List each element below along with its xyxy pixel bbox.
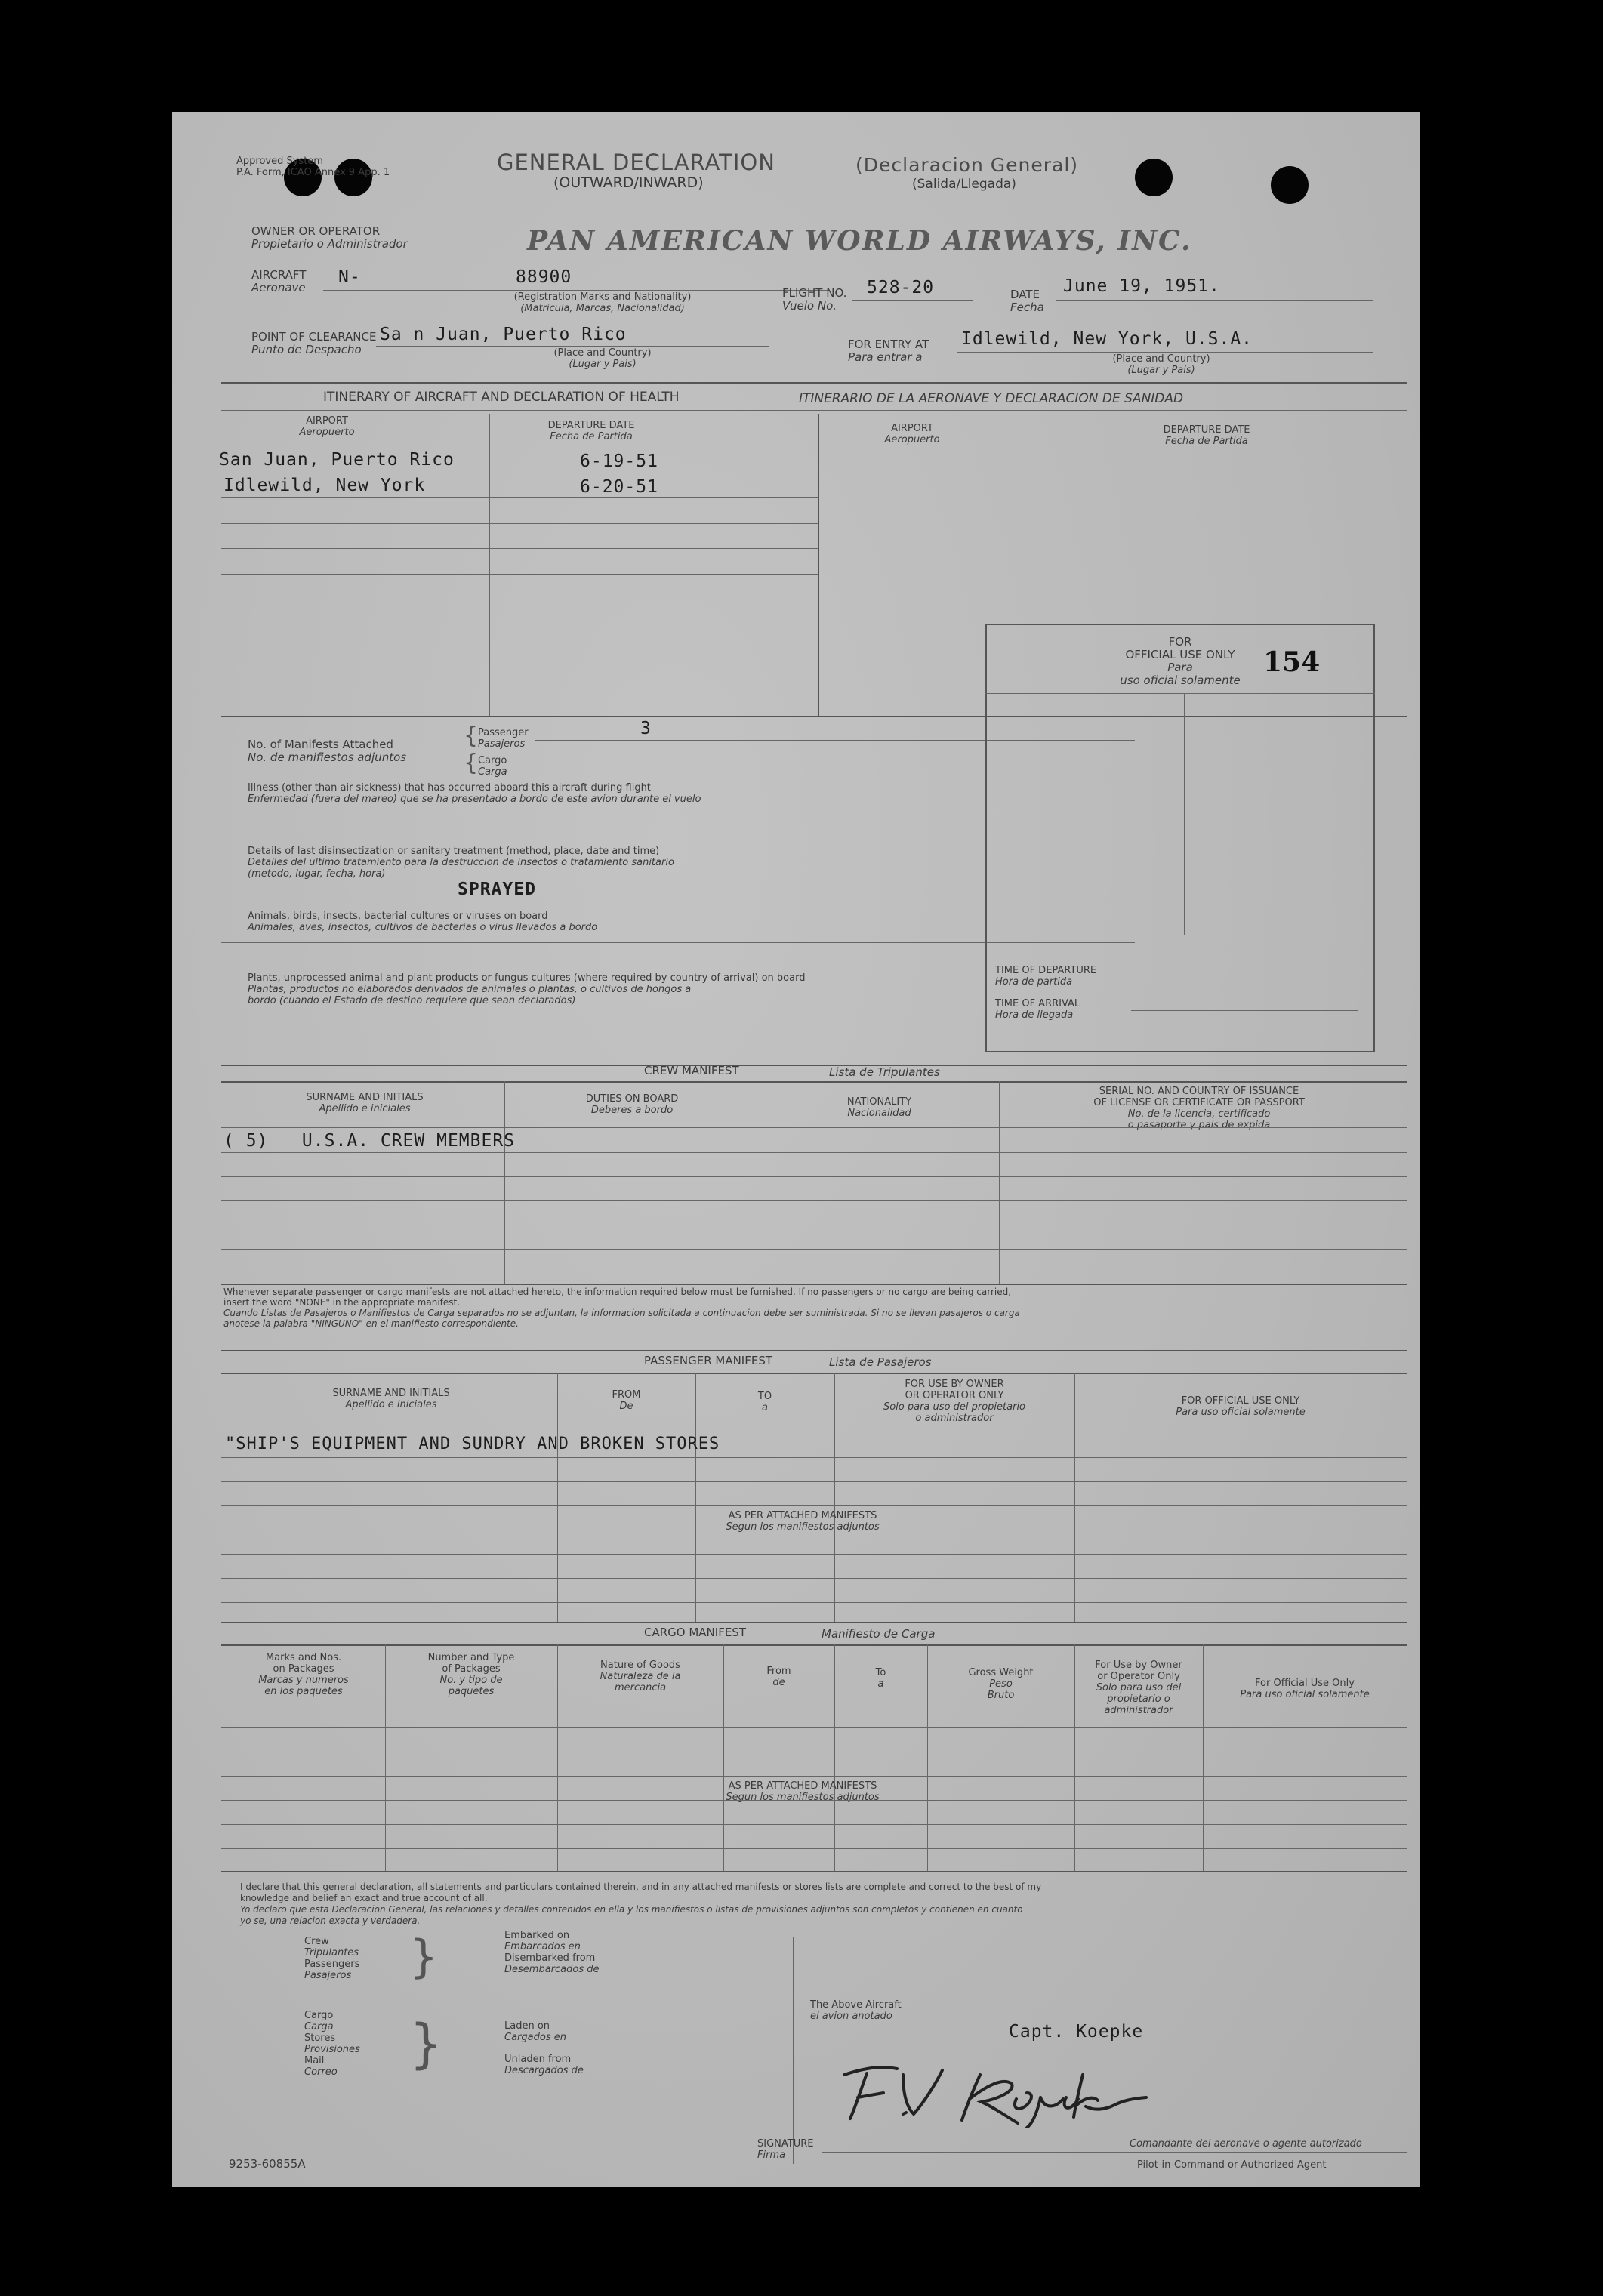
cargo-col-owner-es1: Solo para uso del xyxy=(1096,1682,1182,1693)
cargo-col-to-es: a xyxy=(877,1678,884,1690)
aircraft-label xyxy=(251,269,306,294)
passenger-label xyxy=(478,727,529,750)
clearance-hint-en: (Place and Country) xyxy=(553,347,652,359)
bottom-unladen: Unladen from xyxy=(504,2054,572,2065)
itinerary-title: ITINERARY OF AIRCRAFT AND DECLARATION OF HEALTH xyxy=(323,390,680,405)
disinsect-label-line2: Detalles del ultimo tratamiento para la destruccion de insectos o tratamiento sanitario xyxy=(248,857,674,868)
passenger-col-official-es: Para uso oficial solamente xyxy=(1176,1407,1306,1418)
crew-col-serial-line1: SERIAL NO. AND COUNTRY OF ISSUANCE xyxy=(1099,1086,1299,1097)
crew-col-serial-es2: o pasaporte y pais de expida xyxy=(1127,1120,1271,1131)
crew-col-surname-es: Apellido e iniciales xyxy=(319,1103,411,1114)
cargo-col-owner-line2: or Operator Only xyxy=(1097,1671,1180,1682)
itinerary-col-departure-label: DEPARTURE DATE xyxy=(1163,424,1250,436)
time-arrival-label xyxy=(995,998,1080,1021)
entry-hint-en: (Place and Country) xyxy=(1112,353,1210,365)
clearance-label xyxy=(251,331,376,356)
time-departure-label xyxy=(995,965,1096,988)
date-label-en: DATE xyxy=(1010,288,1040,301)
bottom-crew: Crew xyxy=(304,1936,329,1947)
passenger-label-es: Pasajeros xyxy=(478,738,526,750)
disinsect-label xyxy=(248,846,674,880)
illness-label-en: Illness (other than air sickness) that has occurred aboard this aircraft during flight xyxy=(248,782,651,794)
time-arrival-en: TIME OF ARRIVAL xyxy=(995,998,1080,1009)
cargo-col-to-en: To xyxy=(875,1667,886,1678)
bottom-mail-es: Correo xyxy=(304,2066,338,2078)
form-subtitle-es: (Salida/Llegada) xyxy=(912,177,1016,192)
cargo-col-number xyxy=(385,1652,557,1697)
passenger-col-surname xyxy=(225,1388,557,1410)
bottom-mail: Mail xyxy=(304,2055,325,2066)
cargo-col-nature-es2: mercancia xyxy=(614,1682,667,1693)
form-title: GENERAL DECLARATION xyxy=(497,149,775,175)
cargo-col-from xyxy=(723,1666,834,1688)
time-arrival-es: Hora de llegada xyxy=(995,1009,1074,1021)
passenger-as-per-es: Segun los manifiestos adjuntos xyxy=(726,1521,880,1533)
passenger-title: PASSENGER MANIFEST xyxy=(644,1354,773,1367)
cargo-stores-labels xyxy=(304,2010,360,2078)
crew-col-nationality-es: Nacionalidad xyxy=(847,1108,911,1119)
date-label-es: Fecha xyxy=(1010,300,1044,314)
crew-col-serial-es1: No. de la licencia, certificado xyxy=(1127,1108,1271,1120)
official-label-es2: uso oficial solamente xyxy=(1120,673,1241,687)
official-use-box xyxy=(985,624,1375,1052)
passenger-col-surname-es: Apellido e iniciales xyxy=(345,1399,437,1410)
itinerary-row-2-date: 6-20-51 xyxy=(580,477,658,497)
passenger-col-from-es: De xyxy=(619,1401,633,1412)
flight-label-es: Vuelo No. xyxy=(782,299,837,313)
crew-entry: ( 5) U.S.A. CREW MEMBERS xyxy=(223,1131,516,1151)
crew-col-surname xyxy=(225,1092,504,1114)
bottom-embarked-es: Embarcados en xyxy=(504,1941,581,1952)
cargo-col-from-es: de xyxy=(772,1677,785,1688)
entry-label-en: FOR ENTRY AT xyxy=(848,337,929,351)
plants-label xyxy=(248,972,805,1006)
aircraft-label-es: Aeronave xyxy=(251,281,306,294)
cargo-col-owner-line1: For Use by Owner xyxy=(1095,1660,1182,1671)
punch-hole xyxy=(1135,159,1173,196)
cargo-col-official xyxy=(1203,1678,1407,1700)
entry-hint-es: (Lugar y Pais) xyxy=(1127,365,1195,376)
commander-es: Comandante del aeronave o agente autorizado xyxy=(1130,2138,1362,2150)
form-subtitle: (OUTWARD/INWARD) xyxy=(553,174,704,191)
cargo-col-weight-es2: Bruto xyxy=(987,1690,1015,1701)
cargo-col-nature xyxy=(557,1660,723,1693)
cargo-label-en: Cargo xyxy=(478,755,507,766)
disinsect-value: SPRAYED xyxy=(458,880,536,899)
owner-value: PAN AMERICAN WORLD AIRWAYS, INC. xyxy=(527,225,1192,257)
cargo-col-weight xyxy=(927,1667,1074,1701)
captain-signature xyxy=(814,2045,1161,2128)
official-stamp: 154 xyxy=(1263,646,1321,678)
time-departure-en: TIME OF DEPARTURE xyxy=(995,965,1097,976)
declaration-line2: knowledge and belief an exact and true account of all. xyxy=(240,1893,488,1903)
cargo-label xyxy=(478,755,507,778)
crew-col-duties-en: DUTIES ON BOARD xyxy=(585,1093,679,1105)
flight-value: 528-20 xyxy=(867,278,935,297)
signature-label-es: Firma xyxy=(757,2150,786,2161)
entry-value: Idlewild, New York, U.S.A. xyxy=(961,329,1253,349)
itinerary-col-departure-2 xyxy=(1093,424,1320,447)
punch-hole xyxy=(1276,169,1306,199)
notice-line1: Whenever separate passenger or cargo manifests are not attached hereto, the information required below must be furnished. If no passengers or no cargo are being carried, xyxy=(223,1287,1012,1297)
itinerary-col-airport-2 xyxy=(837,423,988,445)
approved-system xyxy=(236,156,390,178)
crew-col-nationality xyxy=(760,1096,999,1119)
disinsect-label-line1: Details of last disinsectization or sanitary treatment (method, place, date and time) xyxy=(248,846,660,857)
date-label xyxy=(1010,288,1044,314)
cargo-col-from-en: From xyxy=(766,1666,791,1677)
animals-label xyxy=(248,911,597,933)
passenger-col-to-es: a xyxy=(762,1402,768,1413)
disinsect-label-line3: (metodo, lugar, fecha, hora) xyxy=(248,868,386,880)
entry-hint xyxy=(1093,353,1229,376)
crew-title-es: Lista de Tripulantes xyxy=(829,1065,940,1079)
cargo-as-per-en: AS PER ATTACHED MANIFESTS xyxy=(728,1780,877,1792)
cargo-col-number-line2: of Packages xyxy=(442,1663,501,1675)
passenger-col-from xyxy=(557,1389,695,1412)
cargo-col-official-es: Para uso oficial solamente xyxy=(1240,1689,1370,1700)
illness-label xyxy=(248,782,701,805)
passenger-col-official-en: FOR OFFICIAL USE ONLY xyxy=(1181,1395,1300,1407)
clearance-hint xyxy=(535,347,670,370)
manifests-label-en: No. of Manifests Attached xyxy=(248,738,393,751)
approved-system-line1: Approved System xyxy=(236,156,323,167)
bottom-stores: Stores xyxy=(304,2032,336,2044)
aircraft-hint xyxy=(512,291,693,314)
passenger-col-surname-en: SURNAME AND INITIALS xyxy=(332,1388,450,1399)
crew-col-serial xyxy=(1003,1086,1395,1131)
passenger-col-owner-es1: Solo para uso del propietario xyxy=(883,1401,1026,1413)
crew-title: CREW MANIFEST xyxy=(644,1064,739,1077)
itinerary-title-es: ITINERARIO DE LA AERONAVE Y DECLARACION DE SANIDAD xyxy=(799,391,1184,406)
above-aircraft-en: The Above Aircraft xyxy=(810,1999,902,2011)
bottom-cargo: Cargo xyxy=(304,2010,334,2021)
captain-name: Capt. Koepke xyxy=(1009,2022,1144,2042)
approved-system-line2: P.A. Form, ICAO Annex 9 App. 1 xyxy=(236,167,390,178)
itinerary-row-1-airport: San Juan, Puerto Rico xyxy=(219,450,455,470)
official-label-line1: FOR xyxy=(1168,635,1192,649)
above-aircraft-es: el avion anotado xyxy=(810,2011,892,2022)
passenger-col-official xyxy=(1074,1395,1407,1418)
cargo-col-number-line1: Number and Type xyxy=(427,1652,515,1663)
commander-label: Pilot-in-Command or Authorized Agent xyxy=(1137,2159,1327,2171)
owner-label-es: Propietario o Administrador xyxy=(251,237,408,251)
crew-col-duties-es: Deberes a bordo xyxy=(590,1105,674,1116)
passenger-entry: "SHIP'S EQUIPMENT AND SUNDRY AND BROKEN STORES xyxy=(225,1435,720,1453)
cargo-col-nature-line1: Nature of Goods xyxy=(600,1660,680,1671)
notice-line2: insert the word "NONE" in the appropriate manifest. xyxy=(223,1297,461,1308)
passenger-label-en: Passenger xyxy=(478,727,529,738)
declaration-line1: I declare that this general declaration, all statements and particulars contained therein, and in any attached manifests or stores lists are complete and correct to the best of my xyxy=(240,1881,1042,1892)
flight-label xyxy=(782,287,846,313)
passenger-col-owner-line2: OR OPERATOR ONLY xyxy=(905,1390,1004,1401)
itinerary-col-departure-es: Fecha de Partida xyxy=(1165,436,1248,447)
cargo-col-weight-en: Gross Weight xyxy=(968,1667,1034,1678)
crew-col-serial-line2: OF LICENSE OR CERTIFICATE OR PASSPORT xyxy=(1093,1097,1305,1108)
passenger-col-owner-es2: o administrador xyxy=(915,1413,994,1424)
clearance-label-en: POINT OF CLEARANCE xyxy=(251,330,377,344)
form-number: 9253-60855A xyxy=(229,2157,306,2171)
passenger-col-to xyxy=(695,1391,834,1413)
aircraft-value: 88900 xyxy=(516,267,572,287)
cargo-col-marks-es2: en los paquetes xyxy=(264,1686,343,1697)
passenger-col-to-en: TO xyxy=(757,1391,772,1402)
itinerary-col-airport-1 xyxy=(225,415,429,438)
itinerary-col-departure-es: Fecha de Partida xyxy=(550,431,633,442)
plants-label-line3: bordo (cuando el Estado de destino requiere que sean declarados) xyxy=(248,995,576,1006)
passenger-col-from-en: FROM xyxy=(612,1389,641,1401)
declaration-line3: Yo declaro que esta Declaracion General, las relaciones y detalles contenidos en ella y los manifiestos o listas de provisiones adjuntos son completos y contienen en cuanto xyxy=(240,1904,1023,1915)
notice-text xyxy=(223,1287,1409,1329)
passenger-col-owner xyxy=(834,1379,1074,1424)
manifests-label xyxy=(248,738,406,764)
declaration-line4: yo se, una relacion exacta y verdadera. xyxy=(240,1915,421,1926)
bottom-laden-es: Cargados en xyxy=(504,2032,566,2043)
above-aircraft-label xyxy=(810,1999,902,2022)
crew-passengers-labels xyxy=(304,1936,359,1981)
aircraft-hint-es: (Matricula, Marcas, Nacionalidad) xyxy=(520,303,685,314)
cargo-col-to xyxy=(834,1667,927,1690)
bottom-disembarked-es: Desembarcados de xyxy=(504,1964,600,1975)
aircraft-label-en: AIRCRAFT xyxy=(251,268,307,282)
official-label-es1: Para xyxy=(1167,661,1193,674)
owner-label xyxy=(251,225,408,251)
bottom-embarked: Embarked on xyxy=(504,1930,570,1941)
cargo-col-official-en: For Official Use Only xyxy=(1255,1678,1355,1689)
passenger-col-owner-line1: FOR USE BY OWNER xyxy=(905,1379,1004,1390)
embarked-labels xyxy=(504,1930,599,1975)
cargo-col-owner-es2: propietario o xyxy=(1107,1693,1170,1705)
plants-label-line2: Plantas, productos no elaborados derivados de animales o plantas, o cultivos de hongos a xyxy=(248,984,692,995)
date-value: June 19, 1951. xyxy=(1063,276,1220,296)
crew-col-surname-en: SURNAME AND INITIALS xyxy=(306,1092,424,1103)
itinerary-row-2-airport: Idlewild, New York xyxy=(223,476,426,495)
aircraft-prefix: N- xyxy=(338,267,361,287)
cargo-col-marks-line1: Marks and Nos. xyxy=(265,1652,342,1663)
clearance-hint-es: (Lugar y Pais) xyxy=(569,359,637,370)
aircraft-hint-en: (Registration Marks and Nationality) xyxy=(513,291,692,303)
passenger-as-per-en: AS PER ATTACHED MANIFESTS xyxy=(728,1510,877,1521)
cargo-col-weight-es1: Peso xyxy=(989,1678,1013,1690)
passenger-title-es: Lista de Pasajeros xyxy=(829,1355,932,1369)
notice-line4: anotese la palabra "NINGUNO" en el manifiesto correspondiente. xyxy=(223,1318,519,1329)
entry-label-es: Para entrar a xyxy=(848,350,923,364)
cargo-as-per-es: Segun los manifiestos adjuntos xyxy=(726,1792,880,1803)
plants-label-line1: Plants, unprocessed animal and plant products or fungus cultures (where required by country of arrival) on board xyxy=(248,972,806,984)
cargo-label-es: Carga xyxy=(478,766,507,778)
bottom-stores-es: Provisiones xyxy=(304,2044,360,2055)
signature-label xyxy=(757,2138,813,2161)
cargo-title-es: Manifiesto de Carga xyxy=(822,1627,936,1641)
declaration-form: Approved System P.A. Form, ICAO Annex 9 App. 1 GENERAL DECLARATION (OUTWARD/INWARD) (Declaracion General) (Salida/Llegada) OWNER OR OPERATOR Propietario o Administrador PAN AMERICAN WORLD AIRWAYS, INC. AIRCRAFT Aeronave N- 88900 (Registration Marks and Nationality) (Matricula, Marcas, Nacionalidad) FLIGHT NO. Vuelo No. 528-20 DATE Fecha June 19, 1951. POINT OF CLEARANCE Punto de Despacho Sa n Juan, Puerto Rico (Place and Country) (Lugar y Pais) FOR ENTRY AT Para entrar a Idlewild, New York, U.S.A. (Place and Country) (Lugar y Pais) ITINERARY OF AIRCRAFT AND DECLARATION OF HEALTH ITINERARIO DE LA AERONAVE Y DECLARACION DE SANIDAD AIRPORT Aeropuerto DEPARTURE DATE Fecha de Partida AIRPORT Aeropuerto DEPARTURE DATE Fecha de Partida San Juan, Puerto Rico 6-19-51 Idlewild, New York 6-20-51 No. of Manifests Attached No. de manifiestos adjuntos { { Passenger Pasajeros 3 Cargo Carga Illness (other than air sickness) that has occurred aboard this aircraft during flight Enfermedad (fuera del mareo) que se ha presentado a bordo de este avion durante el vuelo Details of last disinsectization or sanitary treatment (method, place, date and time) Detalles del ultimo tratamiento para la destruccion de insectos o tratamiento sanitario (metodo, lugar, fecha, hora) SPRAYED Animals, birds, insects, bacterial cultures or viruses on board Animales, aves, insectos, cultivos de bacterias o virus llevados a bordo Plants, unprocessed animal and plant products or fungus cultures (where required by country of arrival) on board Plantas, productos no elaborados derivados de animales o plantas, o cultivos de hongos a bordo (cuando el Estado de destino requiere que sean declarados) FOR OFFICIAL USE ONLY Para uso oficial solamente 154 TIME OF DEPARTURE Hora de partida TIME OF ARRIVAL Hora de llegada CREW MANIFEST Lista de Tripulantes SURNAME AND INITIALS Apellido e iniciales DUTIES ON BOARD Deberes a bordo NATIONALITY Nacionalidad SERIAL NO. AND COUNTRY OF ISSUANCE OF LICENSE OR CERTIFICATE OR PASSPORT No. de la licencia, certificado o pasaporte y pais de expida ( 5) U.S.A. CREW MEMBERS Whenever separate passenger or cargo manifests are not attached hereto, the information required below must be furnished. If no passengers or no cargo are being carried, insert the word "NONE" in the appropriate manifest. Cuando Listas de Pasajeros o Manifiestos de Carga separados no se adjuntan, la informacion solicitada a continuacion debe ser suministrada. Si no se llevan pasajeros o carga anotese la palabra "NINGUNO" en el manifiesto correspondiente. PASSENGER MANIFEST Lista de Pasajeros SURNAME AND INITIALS Apellido e iniciales FROM De TO a FOR USE BY OWNER OR OPERATOR ONLY Solo para uso del propietario o administrador FOR OFFICIAL USE ONLY Para uso oficial solamente "SHIP'S EQUIPMENT AND SUNDRY AND BROKEN STORES AS PER ATTACHED MANIFESTS Segun los manifiestos adjuntos CARGO MANIFEST Manifiesto de Carga Marks and Nos. on Packages Marcas y numeros en los paquetes Number and Type of Packages No. y tipo de paquetes Nature of Goods Naturaleza de la mercancia From de To a Gross Weight Peso Bruto For Use by Owner or Operator Only Solo para uso del propietario o administrador For Official Use Only Para uso oficial solamente AS PER ATTACHED MANIFESTS Segun los manifiestos adjuntos I declare that this general declaration, all statements and particulars contained therein, and in any attached manifests or stores lists are complete and correct to the best of my knowledge and belief an exact and true account of all. Yo declaro que esta Declaracion General, las relaciones y detalles contenidos en ella y los manifiestos o listas de provisiones adjuntos son completos y contienen en cuanto yo se, una relacion exacta y verdadera. Crew Tripulantes Passengers Pasajeros } Embarked on Embarcados en Disembarked from Desembarcados de Cargo Carga Stores Provisiones Mail Correo } Laden on Cargados en Unladen from Descargados de The Above Aircraft el avion anotado Capt. Koepke SIGNATURE Firma Comandante del aeronave o agente autorizado Pilot-in-Command or Authorized Agent 9253-60855A xyxy=(172,112,1420,2187)
signature-label-en: SIGNATURE xyxy=(757,2138,814,2150)
bottom-passengers-es: Pasajeros xyxy=(304,1970,352,1981)
cargo-col-owner-es3: administrador xyxy=(1104,1705,1173,1716)
itinerary-row-1-date: 6-19-51 xyxy=(580,451,658,471)
bottom-disembarked: Disembarked from xyxy=(504,1952,596,1964)
cargo-col-number-es2: paquetes xyxy=(448,1686,495,1697)
cargo-col-marks-line2: on Packages xyxy=(273,1663,334,1675)
animals-label-es: Animales, aves, insectos, cultivos de bacterias o virus llevados a bordo xyxy=(248,922,598,933)
bottom-cargo-es: Carga xyxy=(304,2021,334,2032)
illness-label-es: Enfermedad (fuera del mareo) que se ha presentado a bordo de este avion durante el vuelo xyxy=(248,794,701,805)
itinerary-col-departure-1 xyxy=(489,420,693,442)
entry-label xyxy=(848,338,929,364)
official-label-line2: OFFICIAL USE ONLY xyxy=(1125,648,1235,661)
bottom-unladen-es: Descargados de xyxy=(504,2065,584,2076)
flight-label-en: FLIGHT NO. xyxy=(782,286,847,300)
itinerary-col-airport-label: AIRPORT xyxy=(306,415,348,427)
itinerary-col-departure-label: DEPARTURE DATE xyxy=(547,420,635,431)
clearance-label-es: Punto de Despacho xyxy=(251,343,362,356)
cargo-col-owner xyxy=(1074,1660,1203,1716)
owner-label-en: OWNER OR OPERATOR xyxy=(251,224,381,238)
notice-line3: Cuando Listas de Pasajeros o Manifiestos de Carga separados no se adjuntan, la informacion solicitada a continuacion debe ser suministrada. Si no se llevan pasajeros o carga xyxy=(223,1308,1020,1318)
declaration-text xyxy=(240,1881,1403,1927)
time-departure-es: Hora de partida xyxy=(995,976,1073,988)
itinerary-col-airport-es: Aeropuerto xyxy=(299,427,355,438)
cargo-col-nature-es1: Naturaleza de la xyxy=(600,1671,681,1682)
cargo-col-number-es1: No. y tipo de xyxy=(439,1675,503,1686)
itinerary-col-airport-es: Aeropuerto xyxy=(884,434,940,445)
crew-col-nationality-en: NATIONALITY xyxy=(846,1096,912,1108)
animals-label-en: Animals, birds, insects, bacterial cultures or viruses on board xyxy=(248,911,548,922)
form-title-es: (Declaracion General) xyxy=(855,154,1079,176)
cargo-title: CARGO MANIFEST xyxy=(644,1626,746,1639)
itinerary-col-airport-label: AIRPORT xyxy=(891,423,933,434)
bottom-passengers: Passengers xyxy=(304,1959,360,1970)
official-label xyxy=(1116,636,1244,687)
laden-labels xyxy=(504,2020,584,2076)
bottom-laden: Laden on xyxy=(504,2020,550,2032)
clearance-value: Sa n Juan, Puerto Rico xyxy=(380,325,627,344)
crew-col-duties xyxy=(504,1093,760,1116)
cargo-col-marks-es1: Marcas y numeros xyxy=(258,1675,349,1686)
bottom-crew-es: Tripulantes xyxy=(304,1947,359,1959)
manifests-label-es: No. de manifiestos adjuntos xyxy=(248,750,407,764)
passenger-value: 3 xyxy=(640,719,652,738)
cargo-col-marks xyxy=(222,1652,385,1697)
